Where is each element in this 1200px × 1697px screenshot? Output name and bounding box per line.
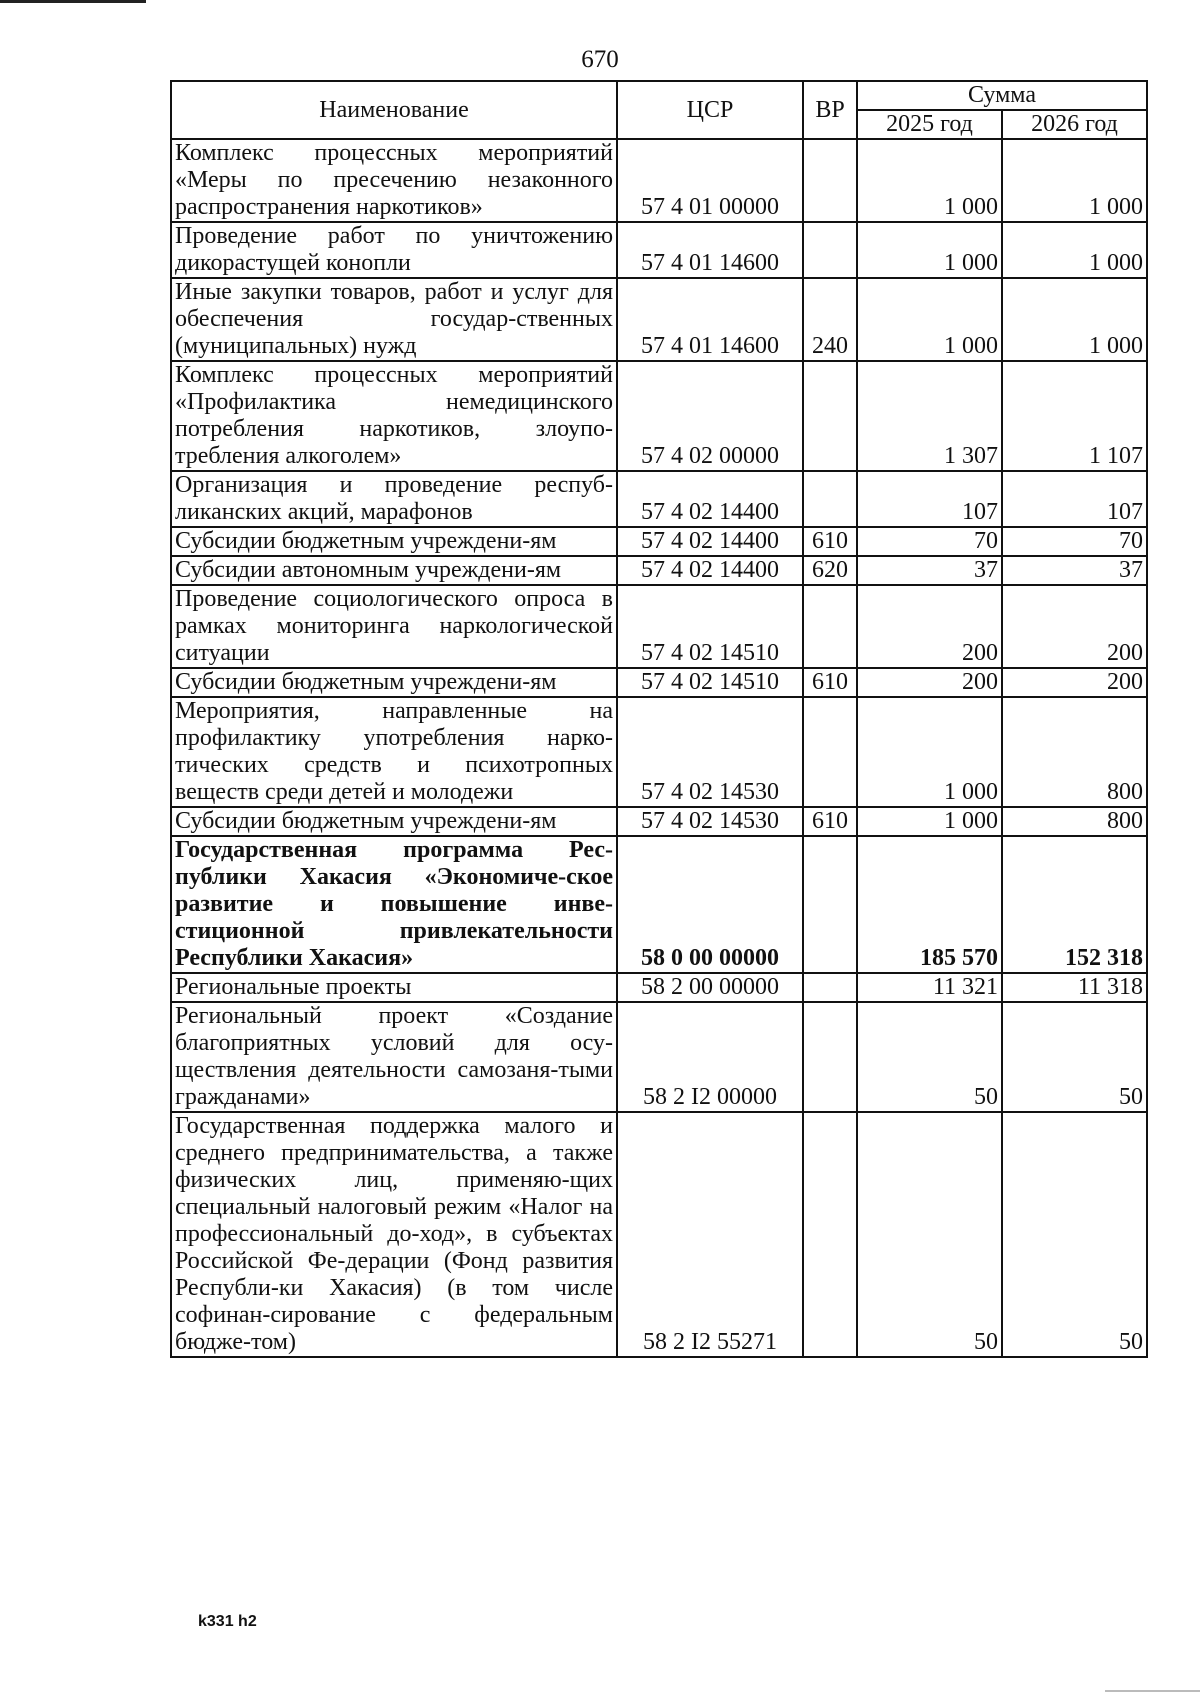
row-sum-2026-cell: 1 000: [1002, 222, 1147, 278]
table-row: [171, 278, 1147, 361]
row-sum-2025-cell: 107: [857, 471, 1002, 527]
row-vr-cell: 240: [803, 278, 857, 361]
row-name-cell: Региональные проекты: [171, 973, 617, 1002]
row-sum-2025-cell: 50: [857, 1002, 1002, 1112]
row-vr-cell: 610: [803, 668, 857, 697]
table-row: [171, 471, 1147, 527]
row-sum-2025-cell: 1 000: [857, 697, 1002, 807]
row-sum-2025-cell: 70: [857, 527, 1002, 556]
row-sum-2025-cell: 1 000: [857, 807, 1002, 836]
row-sum-2026-cell: 200: [1002, 585, 1147, 668]
row-vr-cell: [803, 697, 857, 807]
row-vr-cell: 610: [803, 527, 857, 556]
row-name-cell: Иные закупки товаров, работ и услуг для обеспечения государ-ственных (муниципальных) нужд: [171, 278, 617, 361]
row-sum-2026-cell: 50: [1002, 1002, 1147, 1112]
row-name-cell: Проведение работ по уничтожению дикорастущей конопли: [171, 222, 617, 278]
row-name-cell: Государственная поддержка малого и среднего предпринимательства, а также физических лиц, применяю-щих специальный налоговый режим «Налог на профессиональный до-ход», в субъектах Российской Фе-дерации (Фонд развития Республи-ки Хакасия) (в том числе софинан-сирование с федеральным бюдже-том): [171, 1112, 617, 1357]
table-row: [171, 697, 1147, 807]
table-row: [171, 807, 1147, 836]
header-csr: ЦСР: [617, 81, 803, 139]
row-name-cell: Региональный проект «Создание благоприятных условий для осу-ществления деятельности самозаня-тыми гражданами»: [171, 1002, 617, 1112]
header-year-2026: 2026 год: [1002, 110, 1147, 139]
table-row: [171, 361, 1147, 471]
row-csr-cell: 57 4 01 00000: [617, 139, 803, 222]
table-header: [171, 81, 1147, 139]
row-csr-cell: 57 4 02 14400: [617, 471, 803, 527]
row-vr-cell: [803, 1112, 857, 1357]
row-csr-cell: 58 2 I2 00000: [617, 1002, 803, 1112]
table-row: [171, 836, 1147, 973]
row-name-cell: Субсидии автономным учреждени-ям: [171, 556, 617, 585]
row-csr-cell: 57 4 02 14510: [617, 585, 803, 668]
row-sum-2025-cell: 1 000: [857, 139, 1002, 222]
scan-corner-mark: [0, 0, 146, 3]
row-vr-cell: [803, 1002, 857, 1112]
header-vr: ВР: [803, 81, 857, 139]
row-sum-2025-cell: 37: [857, 556, 1002, 585]
header-year-2025: 2025 год: [857, 110, 1002, 139]
row-name-cell: Государственная программа Рес-публики Хакасия «Экономиче-ское развитие и повышение инве-стиционной привлекательности Республики Хакасия»: [171, 836, 617, 973]
table-row: [171, 973, 1147, 1002]
table-row: [171, 139, 1147, 222]
row-csr-cell: 58 2 I2 55271: [617, 1112, 803, 1357]
row-name-cell: Субсидии бюджетным учреждени-ям: [171, 527, 617, 556]
header-name: Наименование: [171, 81, 617, 139]
row-name-cell: Субсидии бюджетным учреждени-ям: [171, 668, 617, 697]
row-sum-2025-cell: 50: [857, 1112, 1002, 1357]
row-sum-2026-cell: 37: [1002, 556, 1147, 585]
row-sum-2025-cell: 11 321: [857, 973, 1002, 1002]
row-vr-cell: [803, 471, 857, 527]
row-sum-2026-cell: 1 107: [1002, 361, 1147, 471]
row-sum-2025-cell: 1 000: [857, 222, 1002, 278]
row-sum-2025-cell: 1 307: [857, 361, 1002, 471]
row-csr-cell: 57 4 02 00000: [617, 361, 803, 471]
row-name-cell: Комплекс процессных мероприятий «Профилактика немедицинского потребления наркотиков, злоупо-требления алкоголем»: [171, 361, 617, 471]
row-sum-2026-cell: 1 000: [1002, 139, 1147, 222]
row-sum-2025-cell: 1 000: [857, 278, 1002, 361]
row-csr-cell: 58 2 00 00000: [617, 973, 803, 1002]
row-sum-2025-cell: 200: [857, 585, 1002, 668]
table-body: [171, 139, 1147, 1357]
row-vr-cell: 620: [803, 556, 857, 585]
scan-bottom-mark: [1105, 1690, 1200, 1692]
footer-code: k331 h2: [198, 1613, 257, 1630]
row-sum-2025-cell: 185 570: [857, 836, 1002, 973]
table-row: [171, 222, 1147, 278]
row-csr-cell: 57 4 02 14530: [617, 697, 803, 807]
row-sum-2026-cell: 800: [1002, 697, 1147, 807]
row-vr-cell: [803, 836, 857, 973]
row-csr-cell: 57 4 01 14600: [617, 222, 803, 278]
header-sum: Сумма: [857, 81, 1147, 110]
row-csr-cell: 57 4 01 14600: [617, 278, 803, 361]
row-sum-2026-cell: 200: [1002, 668, 1147, 697]
row-vr-cell: [803, 585, 857, 668]
row-sum-2026-cell: 50: [1002, 1112, 1147, 1357]
row-csr-cell: 57 4 02 14400: [617, 556, 803, 585]
row-vr-cell: [803, 973, 857, 1002]
table-row: [171, 527, 1147, 556]
row-vr-cell: [803, 361, 857, 471]
row-sum-2026-cell: 70: [1002, 527, 1147, 556]
row-sum-2025-cell: 200: [857, 668, 1002, 697]
page-number: 670: [581, 46, 619, 73]
table-row: [171, 1002, 1147, 1112]
table-row: [171, 585, 1147, 668]
table-row: [171, 668, 1147, 697]
row-sum-2026-cell: 152 318: [1002, 836, 1147, 973]
row-vr-cell: [803, 222, 857, 278]
row-sum-2026-cell: 800: [1002, 807, 1147, 836]
row-csr-cell: 58 0 00 00000: [617, 836, 803, 973]
row-name-cell: Мероприятия, направленные на профилактику употребления нарко-тических средств и психотропных веществ среди детей и молодежи: [171, 697, 617, 807]
row-name-cell: Комплекс процессных мероприятий «Меры по пресечению незаконного распространения наркотиков»: [171, 139, 617, 222]
row-vr-cell: 610: [803, 807, 857, 836]
row-csr-cell: 57 4 02 14400: [617, 527, 803, 556]
row-sum-2026-cell: 107: [1002, 471, 1147, 527]
row-name-cell: Субсидии бюджетным учреждени-ям: [171, 807, 617, 836]
table-row: [171, 556, 1147, 585]
row-vr-cell: [803, 139, 857, 222]
table-row: [171, 1112, 1147, 1357]
row-sum-2026-cell: 11 318: [1002, 973, 1147, 1002]
row-name-cell: Организация и проведение респуб-ликанских акций, марафонов: [171, 471, 617, 527]
row-name-cell: Проведение социологического опроса в рамках мониторинга наркологической ситуации: [171, 585, 617, 668]
budget-table: [170, 80, 1148, 1358]
row-csr-cell: 57 4 02 14510: [617, 668, 803, 697]
row-sum-2026-cell: 1 000: [1002, 278, 1147, 361]
row-csr-cell: 57 4 02 14530: [617, 807, 803, 836]
